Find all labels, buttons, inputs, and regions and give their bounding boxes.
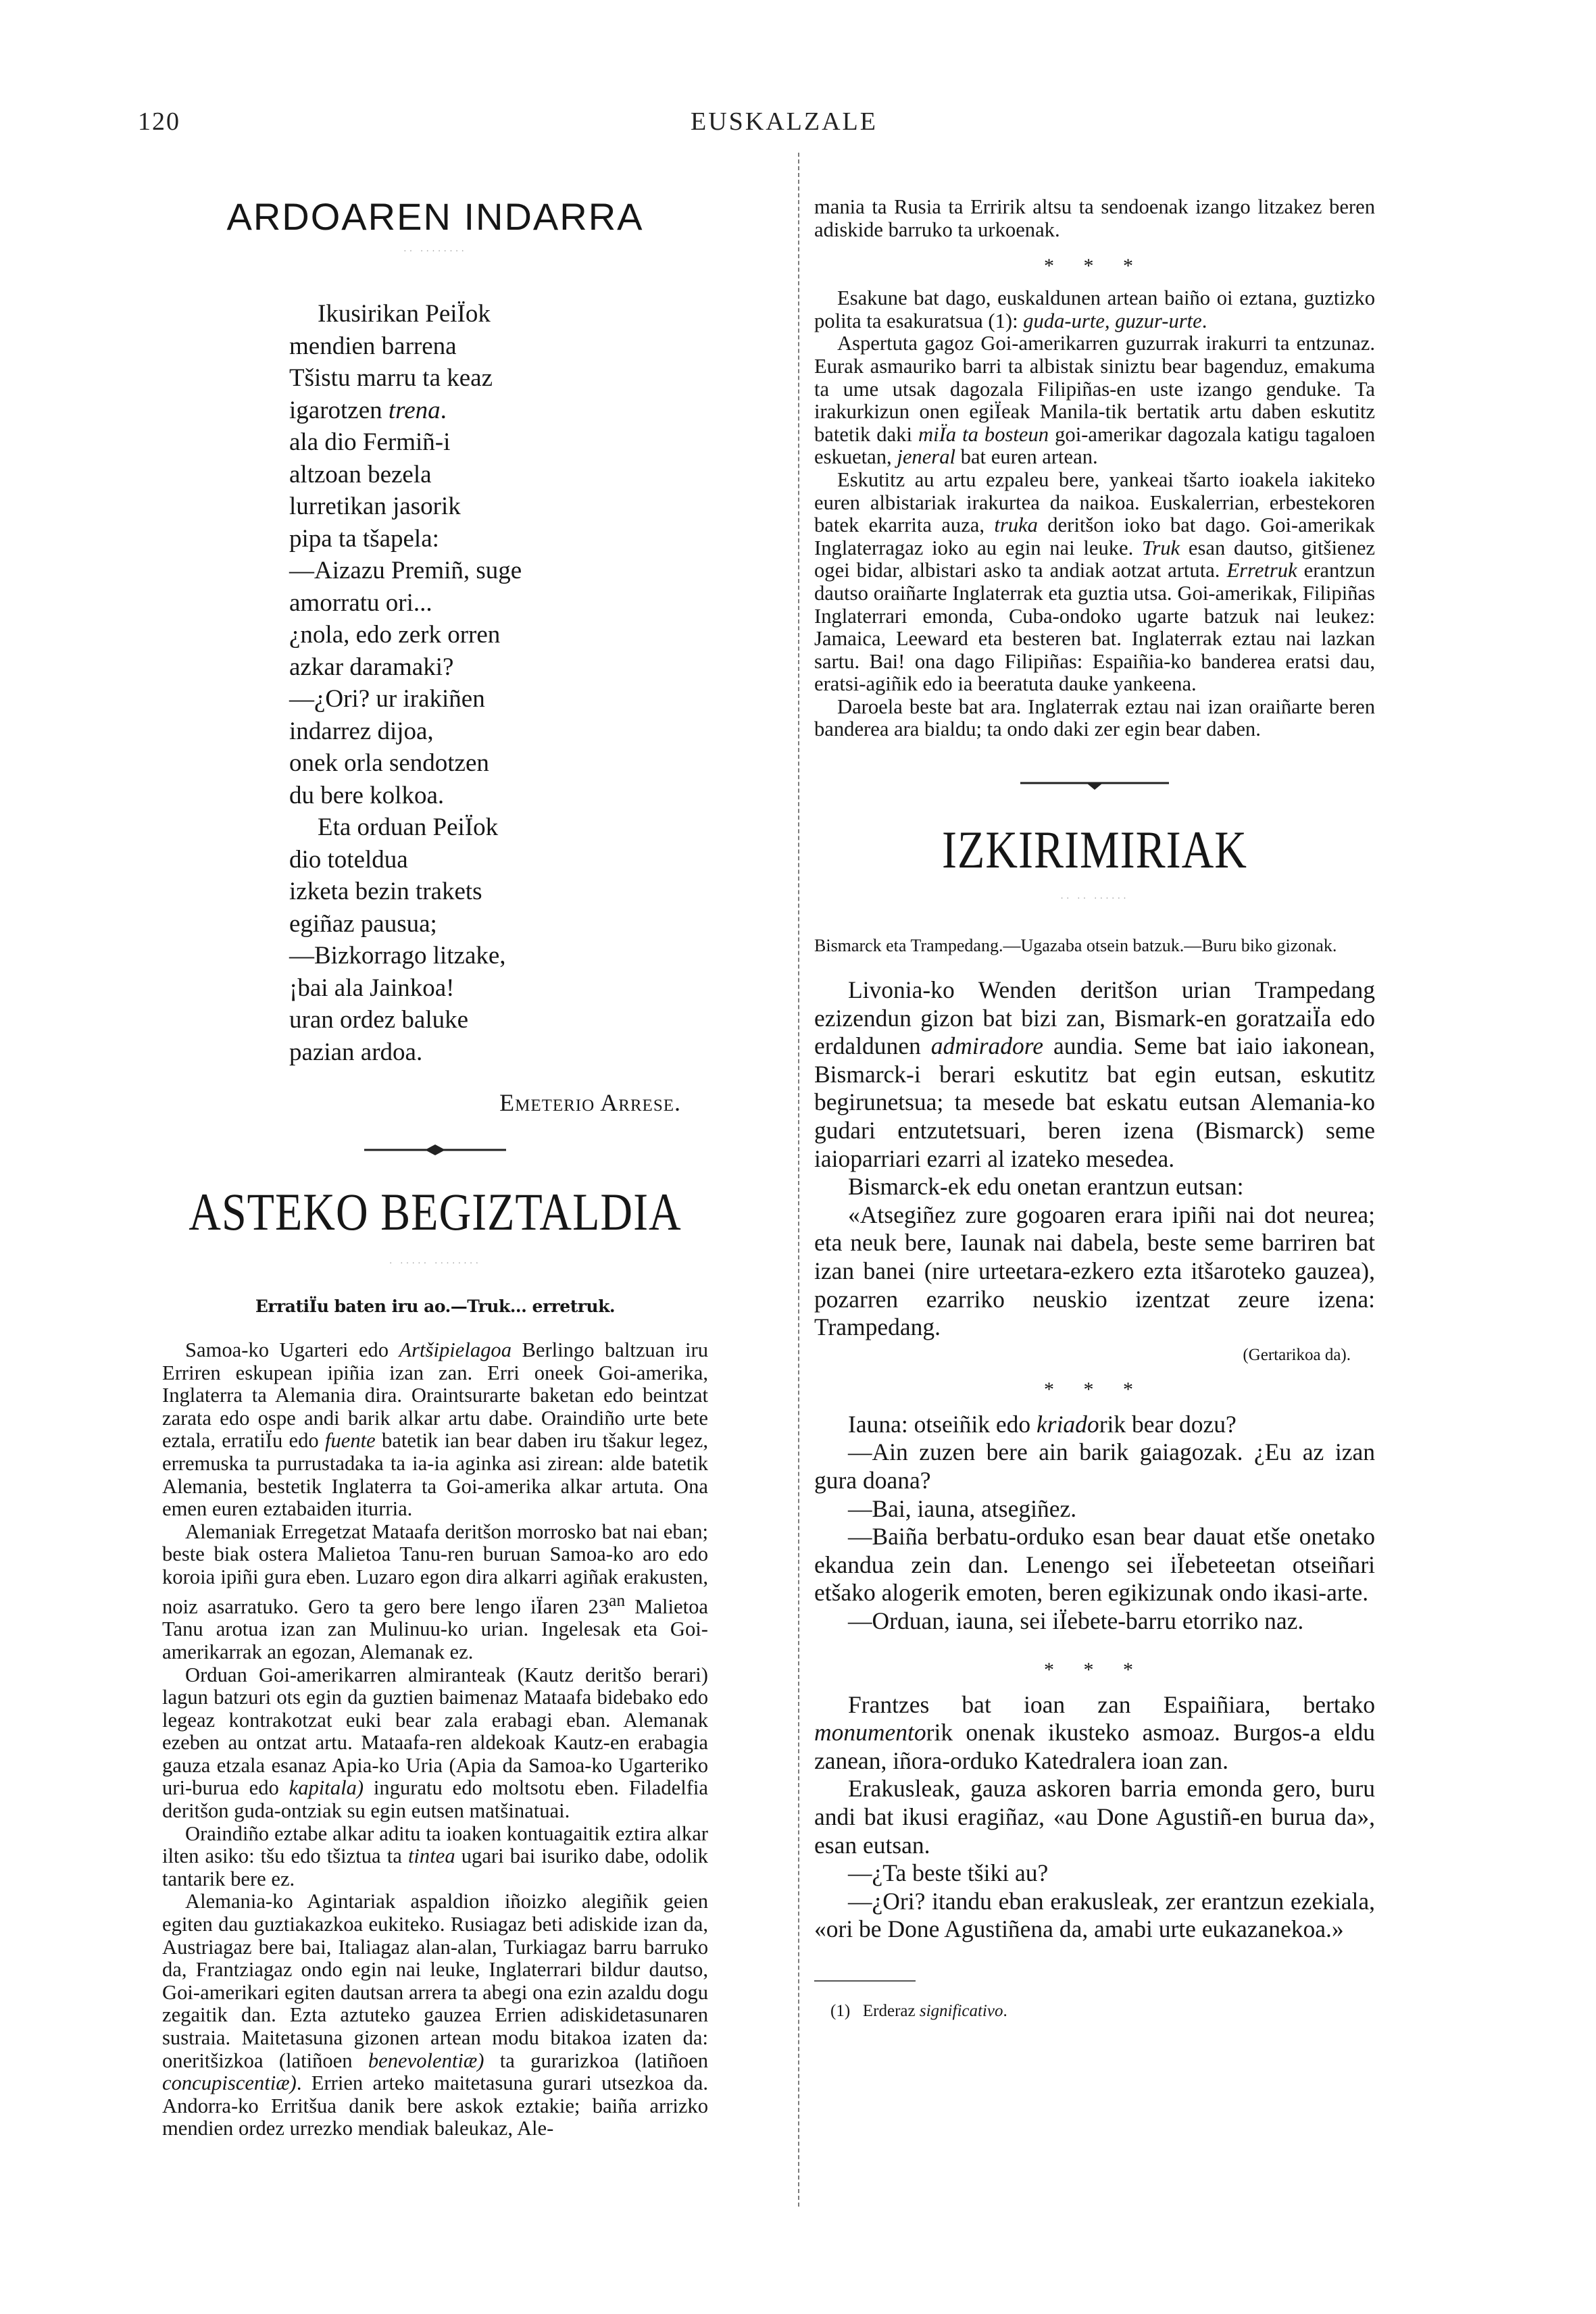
paragraph: Alemania-ko Agintariak aspaldion iñoizko alegiñik geien egiten dau guztiakazkoa eukiteko. Rusiagaz beti adiskide izan da, Austriagaz bere bai, Italiagaz alan-alan, Turkiagaz barru barruko da, Frantziagaz ondo egin nai leuke, Inglaterrari bildur dautso, Goi-amerikari egiten dautsan arrera ta abegi ona ezin azaldu dogu zegaitik dan. Ezta aztuteko gauzea Errien adiskidetasunaren sustraia. Maitetasuna gizonen artean modu bitakoa izaten da: oneritšizkoa (latiñoen benevolentiæ) ta gurarizkoa (latiñoen concupiscentiæ). Errien arteko maitetasuna gurari utsezkoa da. Andorra-ko Erritšua danik bere askok eztakie; baiña arrizko mendien ordez urrezko mendiak baleukaz, Ale- [162,1890,708,2140]
section-stars: * * * [1044,255,1145,278]
news-title: ASTEKO BEGIZTALDIA [189,1183,682,1242]
paragraph: —Ain zuzen bere ain barik gaiagozak. ¿Eu az izan gura doana? [814,1438,1375,1494]
poem-line: pipa ta tšapela: [289,524,439,553]
continued-text [814,196,1375,241]
poem-line: Ikusirikan PeiÏok [318,300,491,328]
poem-line: ala dio Fermiñ-i [289,428,451,456]
story-bismarck [814,976,1375,1342]
story-note: (Gertarikoa da). [1243,1345,1351,1364]
poem-line: pazian ardoa. [289,1038,423,1066]
poem-body [289,298,708,1068]
footnote-marker: (1) [830,2001,851,2020]
paragraph: Erakusleak, gauza askoren barria emonda gero, buru andi bat ikusi eragiñaz, «au Done Agustiñ-en burua da», esan eutsan. [814,1775,1375,1859]
izkirimiriak-subtitle: Bismarck eta Trampedang.—Ugazaba otsein batzuk.—Buru biko gizonak. [814,936,1337,956]
right-column [814,162,1375,2021]
poem-line: ¿nola, edo zerk orren [289,621,501,649]
story-agustin [814,1691,1375,1944]
poem-author: Emeterio Arrese. [499,1089,681,1116]
journal-title: EUSKALZALE [691,107,878,136]
poem-line: azkar daramaki? [289,653,454,681]
poem-line: —¿Ori? ur irakiñen [289,685,485,713]
izkirimiriak-title-rule: ·· ·· ······ [1060,894,1129,905]
poem-line: dio toteldua [289,845,408,874]
paragraph: Alemaniak Erregetzat Mataafa deritšon morrosko bat nai eban; beste biak ostera Malietoa Tanu-ren buruan Samoa-ko aro edo koroia ipiñi gura eben. Luzaro egon dira alkarri agiñak erakusten, noiz asarratuko. Gero ta gero bere lengo iÏaren $23^{an}$ Malietoa Tanu arotua izan zan Mulinuu-ko urian. Ingelesak eta Goi-amerikarrak an egozan, Alemanak ez. [162,1519,708,1663]
poem-line: egiñaz pausua; [289,909,437,938]
title-rule: ·· ········ [403,247,468,257]
paragraph: Frantzes bat ioan zan Espaiñiara, bertako monumentorik onenak ikusteko asmoaz. Burgos-a eldu zanean, iñora-orduko Katedralera ioan zan. [814,1690,1375,1774]
poem-line: Eta orduan PeiÏok [318,813,499,841]
column-divider [798,153,799,2207]
poem-line: mendien barrena [289,332,457,360]
paragraph: Eskutitz au artu ezpaleu bere, yankeai tšarto ioakela iakiteko euren albistariak irakurtea da naikoa. Euskalerrian, erbestekoren batek ekarrita auza, truka deritšon ioko bat dago. Goi-amerikak Inglaterragaz ioko au egin nai leuke. Truk esan dautso, gitšienez ogei bidar, albistari asko ta andiak aotzat artuta. Erretruk erantzun dautso oraiñarte Inglaterrak eta guztia utsa. Goi-amerikak, Filipiñas Inglaterrari emonda, Cuba-ondoko ugarte batzuk nai leukez: Jamaica, Leeward eta besteren bat. Inglaterrak eztau nai lazkan sartu. Bai! ona dago Filipiñas: Espaiñia-ko banderea eratsi dau, eratsi-agiñik edo ia beeratuta dauke yankeena. [814,468,1375,696]
poem-line: amorratu ori... [289,588,432,617]
paragraph: Livonia-ko Wenden deritšon urian Trampedang ezizendun gizon bat bizi zan, Bismark-en goratzaiÏa edo erdaldunen admiradore aundia. Seme bat iaio iakonean, Bismarck-i berari eskutitz bat egin eutsan, eskutitz begirunetsua; ta mesede bat eskatu eutsan Alemania-ko gudari entzutetsuari, beren izena (Bismarck) seme iaioparriari ezarri al izateko mesedea. [814,976,1375,1172]
paragraph: —Baiña berbatu-orduko esan bear dauat etše onetako ekandua zein dan. Lenengo sei iÏebeteetan otseiñari etšako alogerik emoten, beren egikizunak ondo ikasi-arte. [814,1523,1375,1607]
poem-line: indarrez dijoa, [289,717,434,745]
footnote [814,2002,1375,2021]
left-column [162,162,708,2140]
paragraph: Orduan Goi-amerikarren almiranteak (Kautz deritšo berari) lagun batzuri ots egin da guztien baimenaz Mataafa bidebako edo legeaz kontrakotzat euki bear zala erabagi eban. Alemanak ezeben au ontzat artu. Mataafa-ren aldekoak Kautz-en erabagia gauza etzala esanaz Apia-ko Uria (Apia da Samoa-ko Ugarteriko uri-burua edo kapitala) inguratu edo moltsotu eben. Filadelfia deritšon guda-ontziak su egin eutsen matšinatuai. [162,1663,708,1823]
paragraph: Aspertuta gagoz Goi-amerikarren guzurrak irakurri ta entzunaz. Eurak asmauriko barri ta albistak siniztu bear bagenduz, emakuma ta ume utsak dagozala Filipiñas-en uste izango genduke. Ta irakurkizun onen egiÏeak Manila-tik bertatik artu daben eskutitz batetik daki miÏa ta bosteun goi-amerikar dagozala katigu tagaloen eskuetan, jeneral bat euren artean. [814,332,1375,469]
poem-line: —Aizazu Premiñ, suge [289,557,522,584]
poem-line: lurretikan jasorik [289,493,461,520]
news-body-2 [814,287,1375,741]
news-title-rule: · ····· ········ [389,1259,482,1269]
poem-line: izketa bezin trakets [289,878,482,905]
footnote-rule [814,1980,916,1982]
poem-line: igarotzen trena. [289,396,447,424]
paragraph: —¿Ori? itandu eban erakusleak, zer erantzun ezekiala, «ori be Done Agustiñena da, amabi urte eukazanekoa.» [814,1887,1375,1943]
paragraph: —¿Ta beste tšiki au? [848,1859,1049,1887]
news-subtitle: ErratiÏu baten iru ao.—Truk... erretruk. [255,1297,616,1316]
poem-line: du bere kolkoa. [289,781,445,809]
poem-line: onek orla sendotzen [289,749,489,777]
paragraph: —Orduan, iauna, sei iÏebete-barru etorriko naz. [848,1607,1304,1634]
paragraph: «Atsegiñez zure gogoaren erara ipiñi nai dot neurea; eta neuk bere, Iaunak nai dabela, beste seme barriren bat izan banei (nire urteetara-ezkero ezta itšaroteko gauzea), pozarren ezarriko neuskio izentzat zeure izena: Trampedang. [814,1201,1375,1341]
footnote-text: Erderaz significativo. [862,2001,1007,2020]
page-number: 120 [138,107,180,136]
paragraph: Bismarck-ek edu onetan erantzun eutsan: [848,1173,1244,1201]
story-servant [814,1411,1375,1636]
poem-line: —Bizkorrago litzake, [289,942,506,970]
poem-line: uran ordez baluke [289,1006,469,1034]
paragraph: —Bai, iauna, atsegiñez. [848,1494,1077,1522]
paragraph: mania ta Rusia ta Erririk altsu ta sendoenak izango litzakez beren adiskide barruko ta urkoenak. [814,195,1375,241]
paragraph: Iauna: otseiñik edo kriadorik bear dozu? [848,1410,1237,1438]
section-divider-ornament [1014,776,1176,797]
section-divider-ornament [357,1140,513,1160]
paragraph: Samoa-ko Ugarteri edo Artšipielagoa Berlingo baltzuan iru Erriren eskupean ipiñia izan zan. Erri oneek Goi-amerika, Inglaterra ta Alemania dira. Oraintsurarte baketan edo beintzat zarata edo ospe andi barik alkar artu dabe. Oraindiño urte bete eztala, erratiÏu edo fuente batetik ian bear daben iru tšakur legez, erremuska ta purrustadaka ta ia-ia aginka asi zirean: alde batetik Alemania, bestetik Inglaterra ta Goi-amerika alkar artuta. Ona emen euren eztabaiden iturria. [162,1338,709,1521]
poem-title: ARDOAREN INDARRA [226,195,644,238]
izkirimiriak-title: IZKIRIMIRIAK [942,821,1247,880]
poem-line: ¡bai ala Jainkoa! [289,974,455,1002]
paragraph: Oraindiño eztabe alkar aditu ta ioaken kontuagaitik eztira alkar ilten asiko: tšu edo tšiztua ta tintea ugari bai isuriko dabe, odolik tantarik bere ez. [162,1821,708,1890]
section-stars: * * * [1044,1378,1145,1401]
paragraph: Esakune bat dago, euskaldunen artean baiño oi eztana, guztizko polita ta esakuratsua (1): guda-urte, guzur-urte. [814,286,1375,332]
poem-line: Tšistu marru ta keaz [289,364,493,392]
paragraph: Daroela beste bat ara. Inglaterrak eztau nai izan oraiñarte beren banderea ara bialdu; ta ondo daki zer egin bear daben. [814,695,1375,741]
section-stars: * * * [1044,1658,1145,1681]
news-body [162,1339,708,2140]
poem-line: altzoan bezela [289,460,432,488]
